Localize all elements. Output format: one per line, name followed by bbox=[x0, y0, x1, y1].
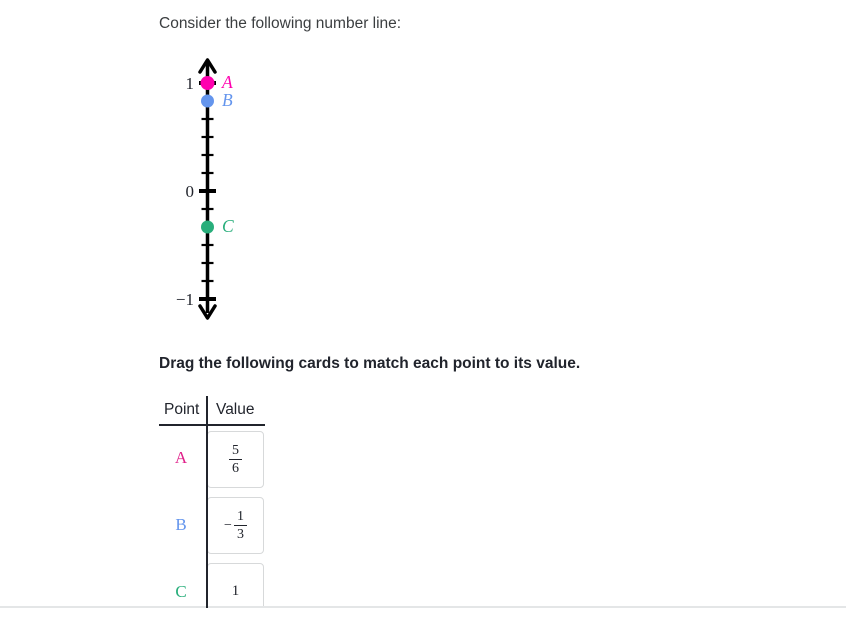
axis-label-0: 0 bbox=[185, 182, 194, 201]
prompt-text: Consider the following number line: bbox=[159, 15, 402, 32]
point-b-dot bbox=[201, 95, 214, 108]
point-a-dot bbox=[201, 76, 215, 90]
fraction-denominator: 3 bbox=[236, 527, 244, 542]
fraction-denominator: 6 bbox=[232, 461, 239, 476]
point-b-label: B bbox=[222, 90, 233, 110]
integer-value: 1 bbox=[231, 583, 240, 599]
fraction-5-6 bbox=[229, 443, 242, 476]
bottom-clip-area bbox=[0, 608, 846, 622]
table-header-rule bbox=[159, 424, 265, 426]
value-card-b[interactable] bbox=[207, 497, 264, 554]
column-header-value: Value bbox=[216, 401, 255, 418]
fraction-numerator: 5 bbox=[229, 443, 242, 460]
point-a-label: A bbox=[222, 72, 233, 92]
row-label-c: C bbox=[175, 582, 187, 601]
axis-label-1: 1 bbox=[185, 74, 194, 93]
row-label-b: B bbox=[175, 515, 187, 534]
axis-label-neg1: −1 bbox=[175, 290, 194, 309]
point-c-label: C bbox=[222, 216, 234, 236]
column-header-point: Point bbox=[164, 401, 200, 418]
point-c-dot bbox=[201, 221, 214, 234]
fraction-1-3 bbox=[234, 509, 247, 542]
row-label-a: A bbox=[174, 448, 188, 467]
table-column-divider bbox=[206, 396, 208, 608]
value-card-a[interactable] bbox=[207, 431, 264, 488]
minus-sign: − bbox=[224, 517, 232, 533]
bottom-divider-line bbox=[0, 606, 846, 608]
instruction-text: Drag the following cards to match each point to its value. bbox=[159, 355, 581, 372]
fraction-numerator: 1 bbox=[234, 509, 247, 526]
